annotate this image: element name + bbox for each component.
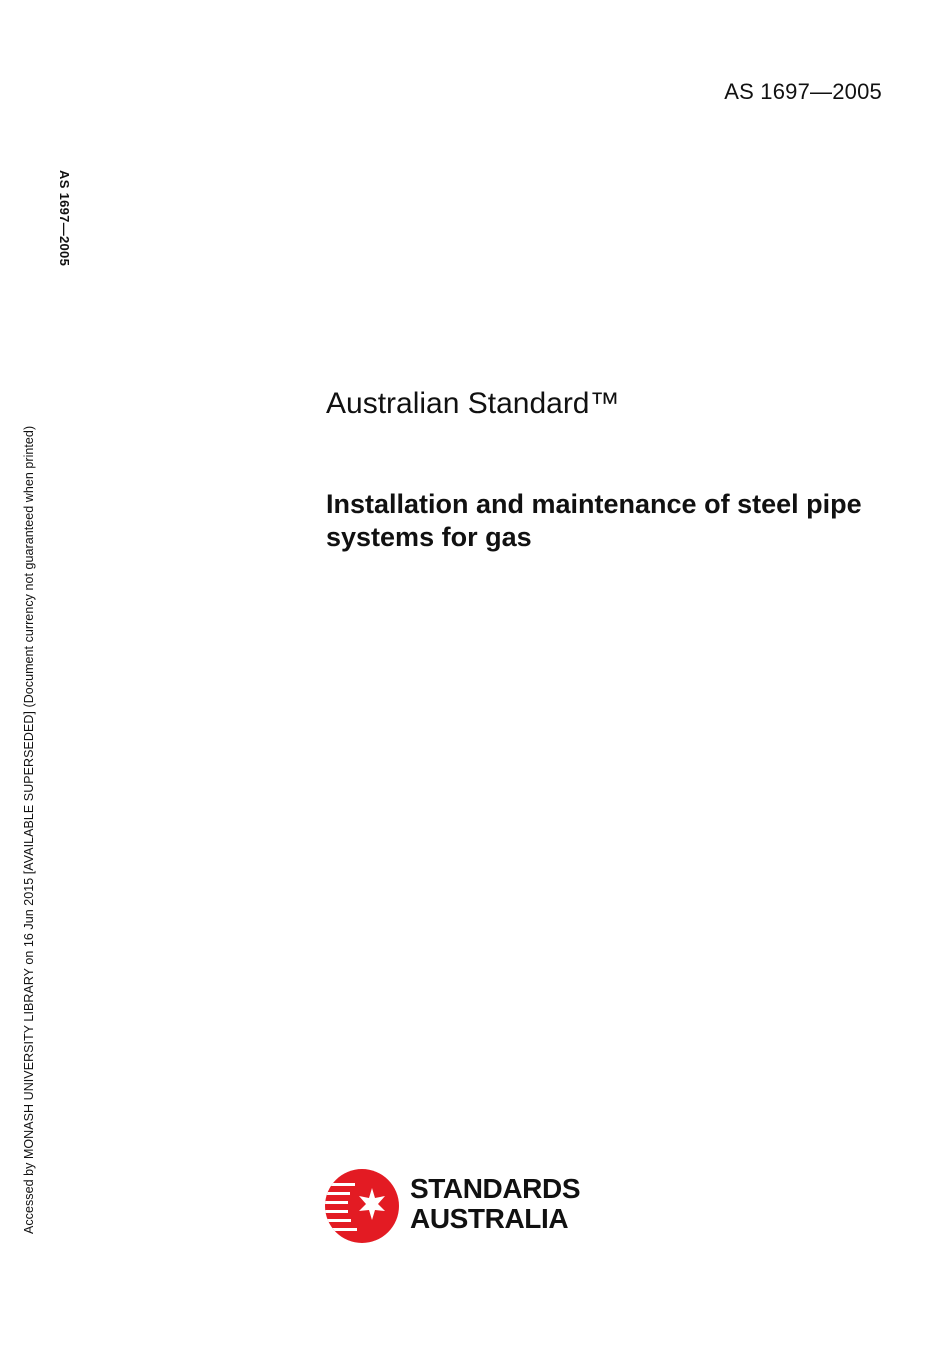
document-title: Installation and maintenance of steel pipe systems for gas — [326, 489, 862, 552]
access-note-text: Accessed by MONASH UNIVERSITY LIBRARY on 16 Jun 2015 [AVAILABLE SUPERSEDED] (Document currency not guaranteed when printed) — [22, 425, 36, 1234]
spine-document-number — [50, 170, 74, 280]
logo-wordmark-line1: STANDARDS — [410, 1173, 581, 1204]
spine-document-number-text: AS 1697—2005 — [57, 170, 72, 267]
standards-australia-logo-icon — [324, 1168, 400, 1244]
logo-wordmark-line2: AUSTRALIA — [410, 1203, 569, 1234]
series-title: Australian Standard™ — [326, 387, 620, 420]
document-number: AS 1697—2005 — [724, 79, 882, 104]
access-note — [22, 418, 42, 1248]
standards-australia-logo — [324, 1168, 584, 1244]
logo-wordmark — [410, 1174, 580, 1234]
